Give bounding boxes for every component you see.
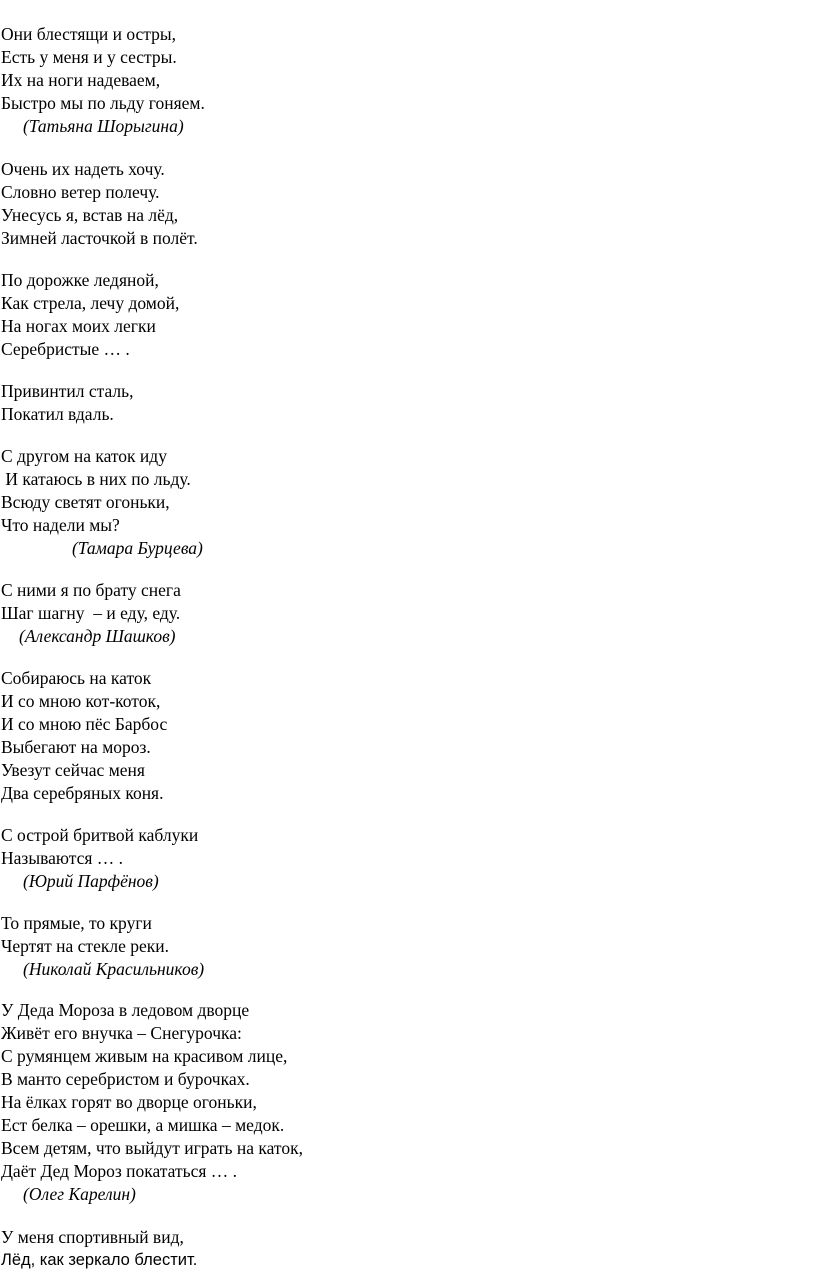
poem-line: Даёт Дед Мороз покататься … . xyxy=(1,1161,238,1181)
poem-line: Серебристые … . xyxy=(1,339,130,359)
poem-line: На ёлках горят во дворце огоньки, xyxy=(1,1092,257,1112)
poem-line: Собираюсь на каток xyxy=(1,668,152,688)
poem-line: Увезут сейчас меня xyxy=(1,760,145,780)
poem-line: Два серебряных коня. xyxy=(1,783,164,803)
poem-author: (Николай Красильников) xyxy=(23,959,205,979)
poem-line: У меня спортивный вид, xyxy=(1,1227,184,1247)
poem-line: Живёт его внучка – Снегурочка: xyxy=(1,1023,242,1043)
poem-author: (Олег Карелин) xyxy=(23,1184,136,1204)
poem-line: Что надели мы? xyxy=(1,515,120,535)
poem-line: Быстро мы по льду гоняем. xyxy=(1,93,205,113)
poem-line: По дорожке ледяной, xyxy=(1,270,159,290)
poem-line: Выбегают на мороз. xyxy=(1,737,151,757)
poem-line: Привинтил сталь, xyxy=(1,381,134,401)
poem-line: У Деда Мороза в ледовом дворце xyxy=(1,1000,250,1020)
poem-line: С другом на каток иду xyxy=(1,446,167,466)
poem-line: С ними я по брату снега xyxy=(1,580,181,600)
poem-line: Называются … . xyxy=(1,848,124,868)
poem-author: (Татьяна Шорыгина) xyxy=(23,116,184,136)
poem-line: То прямые, то круги xyxy=(1,913,152,933)
poem-line: И со мною пёс Барбос xyxy=(1,714,168,734)
poem-line: Их на ноги надеваем, xyxy=(1,70,161,90)
poem-line: Как стрела, лечу домой, xyxy=(1,293,180,313)
poem-line: С острой бритвой каблуки xyxy=(1,825,199,845)
poem-line: И со мною кот-коток, xyxy=(1,691,161,711)
poem-line: Они блестящи и остры, xyxy=(1,24,177,44)
poem-line: Словно ветер полечу. xyxy=(1,182,160,202)
poem-line: Лёд, как зеркало блестит. xyxy=(1,1251,198,1269)
poem-author: (Тамара Бурцева) xyxy=(72,538,203,558)
poem-line: Покатил вдаль. xyxy=(1,404,114,424)
poem-line: Всем детям, что выйдут играть на каток, xyxy=(1,1138,303,1158)
poem-line: Зимней ласточкой в полёт. xyxy=(1,228,198,248)
poem-author: (Александр Шашков) xyxy=(19,626,176,646)
poem-line: Шаг шагну – и еду, еду. xyxy=(1,603,181,623)
poem-line: Всюду светят огоньки, xyxy=(1,492,170,512)
poem-line: Чертят на стекле реки. xyxy=(1,936,169,956)
poem-line: Унесусь я, встав на лёд, xyxy=(1,205,179,225)
poem-line: На ногах моих легки xyxy=(1,316,156,336)
poem-author: (Юрий Парфёнов) xyxy=(23,871,159,891)
poem-line: Есть у меня и у сестры. xyxy=(1,47,177,67)
poem-line: Ест белка – орешки, а мишка – медок. xyxy=(1,1115,285,1135)
poem-line: Очень их надеть хочу. xyxy=(1,159,165,179)
poem-line: В манто серебристом и бурочках. xyxy=(1,1069,250,1089)
poem-line: С румянцем живым на красивом лице, xyxy=(1,1046,288,1066)
poem-line: И катаюсь в них по льду. xyxy=(1,469,191,489)
